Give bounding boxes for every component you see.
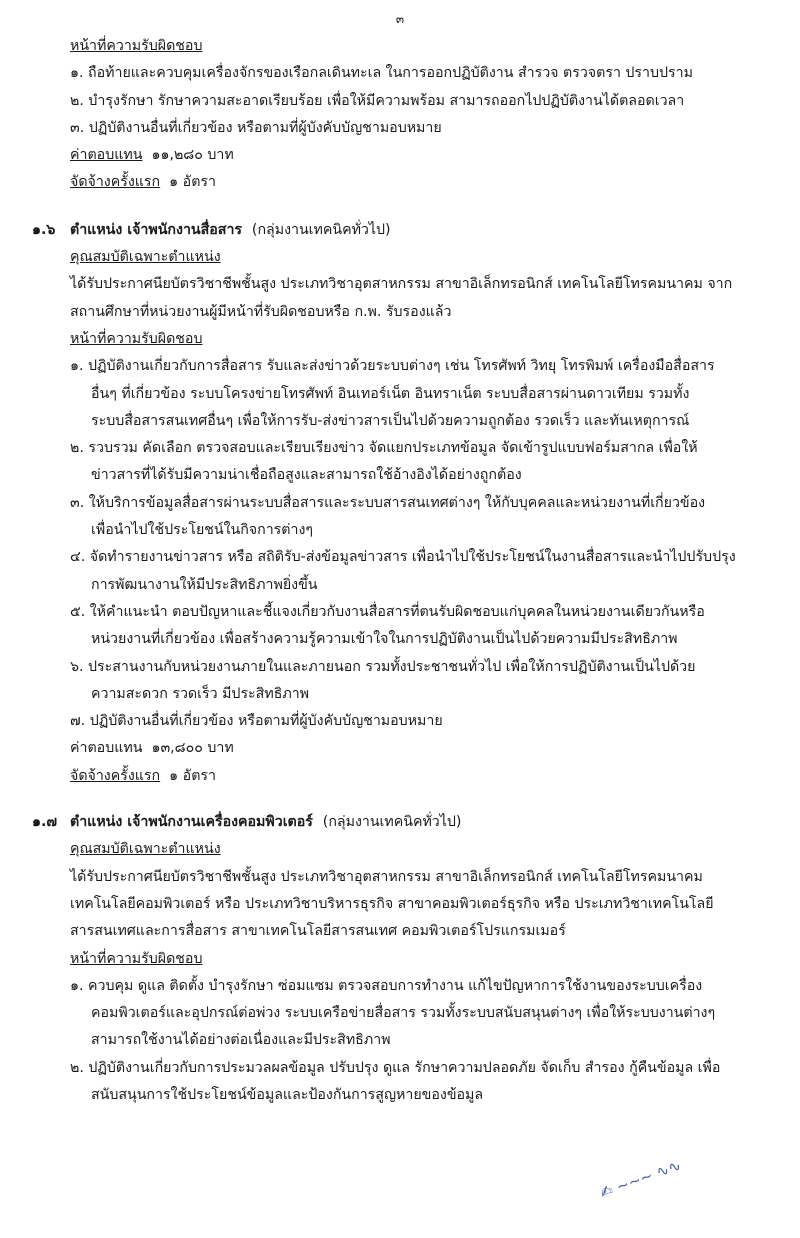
duty-item: ๓. ปฏิบัติงานอื่นที่เกี่ยวข้อง หรือตามที่ผู้บังคับบัญชามอบหมาย bbox=[70, 119, 442, 136]
qual-line: สถานศึกษาที่หน่วยงานผู้มีหน้าที่รับผิดชอบหรือ ก.พ. รับรองแล้ว bbox=[70, 303, 452, 320]
qual-line: สารสนเทศและการสื่อสาร สาขาเทคโนโลยีสารสนเทศ คอมพิวเตอร์โปรแกรมเมอร์ bbox=[70, 923, 566, 940]
duty-item: ๒. รวบรวม คัดเลือก ตรวจสอบและเรียบเรียงข่าว จัดแยกประเภทข้อมูล จัดเข้ารูปแบบฟอร์มสากล เพื่อให้ bbox=[70, 440, 698, 457]
section-title: ตำแหน่ง เจ้าพนักงานเครื่องคอมพิวเตอร์ bbox=[70, 814, 313, 831]
hire-value: ๑ อัตรา bbox=[169, 767, 217, 784]
qual-line: ได้รับประกาศนียบัตรวิชาชีพชั้นสูง ประเภทวิชาอุตสาหกรรม สาขาอิเล็กทรอนิกส์ เทคโนโลยีโทรคมนาคม bbox=[70, 868, 703, 885]
section-number: ๑.๗ bbox=[32, 814, 58, 831]
duty-item-continuation: สามารถใช้งานได้อย่างต่อเนื่องและมีประสิทธิภาพ bbox=[91, 1032, 391, 1049]
duty-item: ๑. ควบคุม ดูแล ติดตั้ง บำรุงรักษา ซ่อมแซม ตรวจสอบการทำงาน แก้ไขปัญหาการใช้งานของระบบเครื่อง bbox=[70, 977, 703, 994]
duty-item-continuation: เพื่อนำไปใช้ประโยชน์ในกิจการต่างๆ bbox=[91, 522, 314, 539]
duty-item-continuation: การพัฒนางานให้มีประสิทธิภาพยิ่งขึ้น bbox=[91, 576, 318, 593]
duty-item: ๓. ให้บริการข้อมูลสื่อสารผ่านระบบสื่อสารและระบบสารสนเทศต่างๆ ให้กับบุคคลและหน่วยงานที่เกี่ยวข้อง bbox=[70, 494, 706, 511]
hire-line bbox=[0, 763, 800, 790]
duty-item: ๔. จัดทำรายงานข่าวสาร หรือ สถิติรับ-ส่งข้อมูลข่าวสาร เพื่อนำไปใช้ประโยชน์ในงานสื่อสารและนำไปปรับปรุง bbox=[70, 549, 736, 566]
pay-value: ๑๓,๘๐๐ บาท bbox=[151, 740, 234, 757]
pay-label: ค่าตอบแทน bbox=[70, 147, 143, 164]
duty-item: ๒. บำรุงรักษา รักษาความสะอาดเรียบร้อย เพื่อให้มีความพร้อม สามารถออกไปปฏิบัติงานได้ตลอดเวลา bbox=[70, 92, 685, 109]
handwritten-signature: ✍︎ ~~~ ∿∿ bbox=[597, 1156, 684, 1202]
section-group: (กลุ่มงานเทคนิคทั่วไป) bbox=[322, 814, 462, 831]
qual-heading: คุณสมบัติเฉพาะตำแหน่ง bbox=[70, 841, 221, 858]
duty-item: ๒. ปฏิบัติงานเกี่ยวกับการประมวลผลข้อมูล ปรับปรุง ดูแล รักษาความปลอดภัย จัดเก็บ สำรอง กู้คืนข้อมูล เพื่อ bbox=[70, 1059, 721, 1076]
hire-line bbox=[0, 169, 800, 196]
section-group: (กลุ่มงานเทคนิคทั่วไป) bbox=[251, 221, 391, 238]
duty-item: ๖. ประสานงานกับหน่วยงานภายในและภายนอก รวมทั้งประชาชนทั่วไป เพื่อให้การปฏิบัติงานเป็นไปด้วย bbox=[70, 658, 696, 675]
hire-value: ๑ อัตรา bbox=[169, 174, 217, 191]
section-heading bbox=[0, 217, 800, 244]
qual-line: เทคโนโลยีคอมพิวเตอร์ หรือ ประเภทวิชาบริหารธุรกิจ สาขาคอมพิวเตอร์ธุรกิจ หรือ ประเภทวิชาเทคโนโลยี bbox=[70, 895, 714, 912]
duty-item: ๑. ปฏิบัติงานเกี่ยวกับการสื่อสาร รับและส่งข่าวด้วยระบบต่างๆ เช่น โทรศัพท์ วิทยุ โทรพิมพ์ เครื่องมือสื่อสาร bbox=[70, 358, 715, 375]
duty-item-continuation: คอมพิวเตอร์และอุปกรณ์ต่อพ่วง ระบบเครือข่ายสื่อสาร รวมทั้งระบบสนับสนุนต่างๆ เพื่อให้ระบบงานต่างๆ bbox=[91, 1005, 716, 1022]
pay-line bbox=[0, 735, 800, 762]
duty-item-continuation: หน่วยงานที่เกี่ยวข้อง เพื่อสร้างความรู้ความเข้าใจในการปฏิบัติงานเป็นไปด้วยความมีประสิทธิภาพ bbox=[91, 631, 678, 648]
duty-item-continuation: สนับสนุนการใช้ประโยชน์ข้อมูลและป้องกันการสูญหายของข้อมูล bbox=[91, 1086, 484, 1103]
duties-heading: หน้าที่ความรับผิดชอบ bbox=[70, 38, 203, 54]
section-title: ตำแหน่ง เจ้าพนักงานสื่อสาร bbox=[70, 221, 243, 238]
duty-item-continuation: ความสะดวก รวดเร็ว มีประสิทธิภาพ bbox=[91, 685, 310, 702]
duty-item: ๗. ปฏิบัติงานอื่นที่เกี่ยวข้อง หรือตามที่ผู้บังคับบัญชามอบหมาย bbox=[70, 713, 443, 730]
pay-value: ๑๑,๒๘๐ บาท bbox=[151, 147, 234, 164]
duty-item-continuation: ข่าวสารที่ได้รับมีความน่าเชื่อถือสูงและสามารถใช้อ้างอิงได้อย่างถูกต้อง bbox=[91, 467, 522, 484]
page-number: ๓ bbox=[395, 12, 405, 26]
duty-item-continuation: ระบบสื่อสารสนเทศอื่นๆ เพื่อให้การรับ-ส่งข่าวสารเป็นไปด้วยความถูกต้อง รวดเร็ว และทันเหตุการณ์ bbox=[91, 412, 690, 429]
hire-label: จัดจ้างครั้งแรก bbox=[70, 174, 161, 191]
duty-item-continuation: อื่นๆ ที่เกี่ยวข้อง ระบบโครงข่ายโทรศัพท์ อินเทอร์เน็ต อินทราเน็ต ระบบสื่อสารผ่านดาวเทียม รวมทั้ง bbox=[91, 385, 690, 402]
duty-item: ๕. ให้คำแนะนำ ตอบปัญหาและชี้แจงเกี่ยวกับงานสื่อสารที่ตนรับผิดชอบแก่บุคคลในหน่วยงานเดียวกันหรือ bbox=[70, 603, 705, 620]
duties-heading: หน้าที่ความรับผิดชอบ bbox=[70, 950, 203, 967]
qual-line: ได้รับประกาศนียบัตรวิชาชีพชั้นสูง ประเภทวิชาอุตสาหกรรม สาขาอิเล็กทรอนิกส์ เทคโนโลยีโทรคมนาคม จาก bbox=[70, 276, 733, 293]
section-number: ๑.๖ bbox=[32, 221, 56, 238]
duties-list bbox=[0, 973, 800, 1109]
duties-list bbox=[0, 353, 800, 735]
qual-heading: คุณสมบัติเฉพาะตำแหน่ง bbox=[70, 249, 221, 266]
duties-heading: หน้าที่ความรับผิดชอบ bbox=[70, 330, 203, 347]
pay-label: ค่าตอบแทน bbox=[70, 740, 143, 757]
duty-item: ๑. ถือท้ายและควบคุมเครื่องจักรของเรือกลเดินทะเล ในการออกปฏิบัติงาน สำรวจ ตรวจตรา ปราบปราม bbox=[70, 65, 693, 82]
hire-label: จัดจ้างครั้งแรก bbox=[70, 767, 161, 784]
document-body bbox=[0, 33, 800, 1109]
pay-line bbox=[0, 142, 800, 169]
section-heading bbox=[0, 809, 800, 836]
